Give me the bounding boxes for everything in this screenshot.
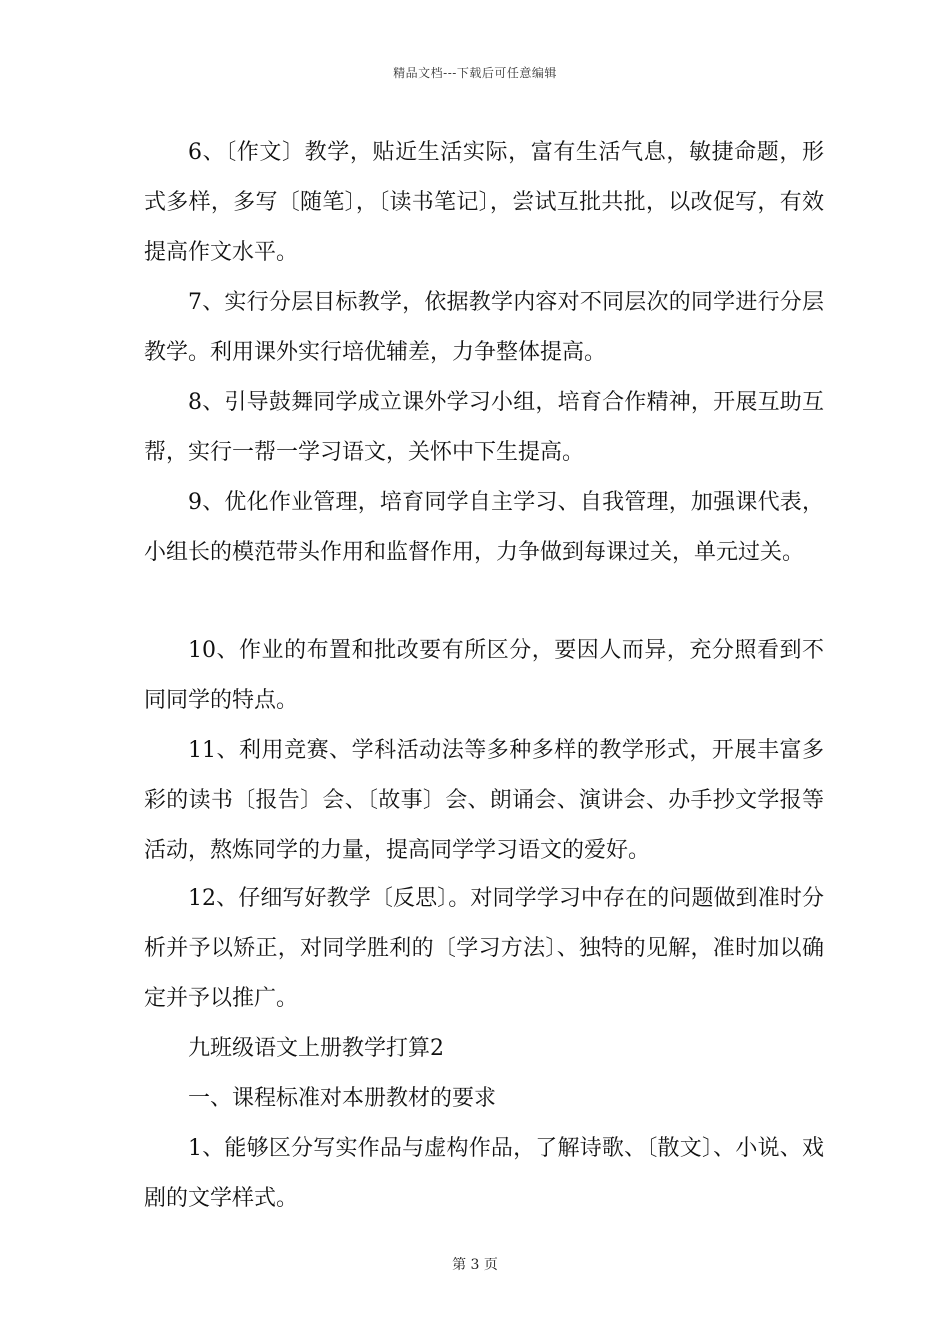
paragraph-item-8: 8、引导鼓舞同学成立课外学习小组，培育合作精神，开展互助互帮，实行一帮一学习语文，关怀中下生提高。 xyxy=(144,390,824,465)
page-number: 第 3 页 xyxy=(452,1257,498,1273)
page-header: 精品文档---下载后可任意编辑 xyxy=(393,66,557,80)
paragraph-item-9: 9、优化作业管理，培育同学自主学习、自我管理，加强课代表，小组长的模范带头作用和监督作用，力争做到每课过关，单元过关。 xyxy=(144,490,824,565)
section-heading: 一、课程标准对本册教材的要求 xyxy=(188,1086,497,1111)
paragraph-item-1: 1、能够区分写实作品与虚构作品，了解诗歌、〔散文〕、小说、戏剧的文学样式。 xyxy=(144,1136,824,1211)
paragraph-item-7: 7、实行分层目标教学，依据教学内容对不同层次的同学进行分层教学。利用课外实行培优辅差，力争整体提高。 xyxy=(144,290,824,365)
paragraph-item-10: 10、作业的布置和批改要有所区分，要因人而异，充分照看到不同同学的特点。 xyxy=(144,638,824,713)
paragraph-item-12: 12、仔细写好教学〔反思〕。对同学学习中存在的问题做到准时分析并予以矫正，对同学胜利的〔学习方法〕、独特的见解，准时加以确定并予以推广。 xyxy=(144,886,824,1011)
paragraph-item-6: 6、〔作文〕教学，贴近生活实际，富有生活气息，敏捷命题，形式多样，多写〔随笔〕，〔读书笔记〕，尝试互批共批，以改促写，有效提高作文水平。 xyxy=(144,140,824,265)
section-title: 九班级语文上册教学打算2 xyxy=(188,1036,444,1061)
paragraph-item-11: 11、利用竞赛、学科活动法等多种多样的教学形式，开展丰富多彩的读书〔报告〕会、〔故事〕会、朗诵会、演讲会、办手抄文学报等活动，熬炼同学的力量，提高同学学习语文的爱好。 xyxy=(144,738,824,863)
